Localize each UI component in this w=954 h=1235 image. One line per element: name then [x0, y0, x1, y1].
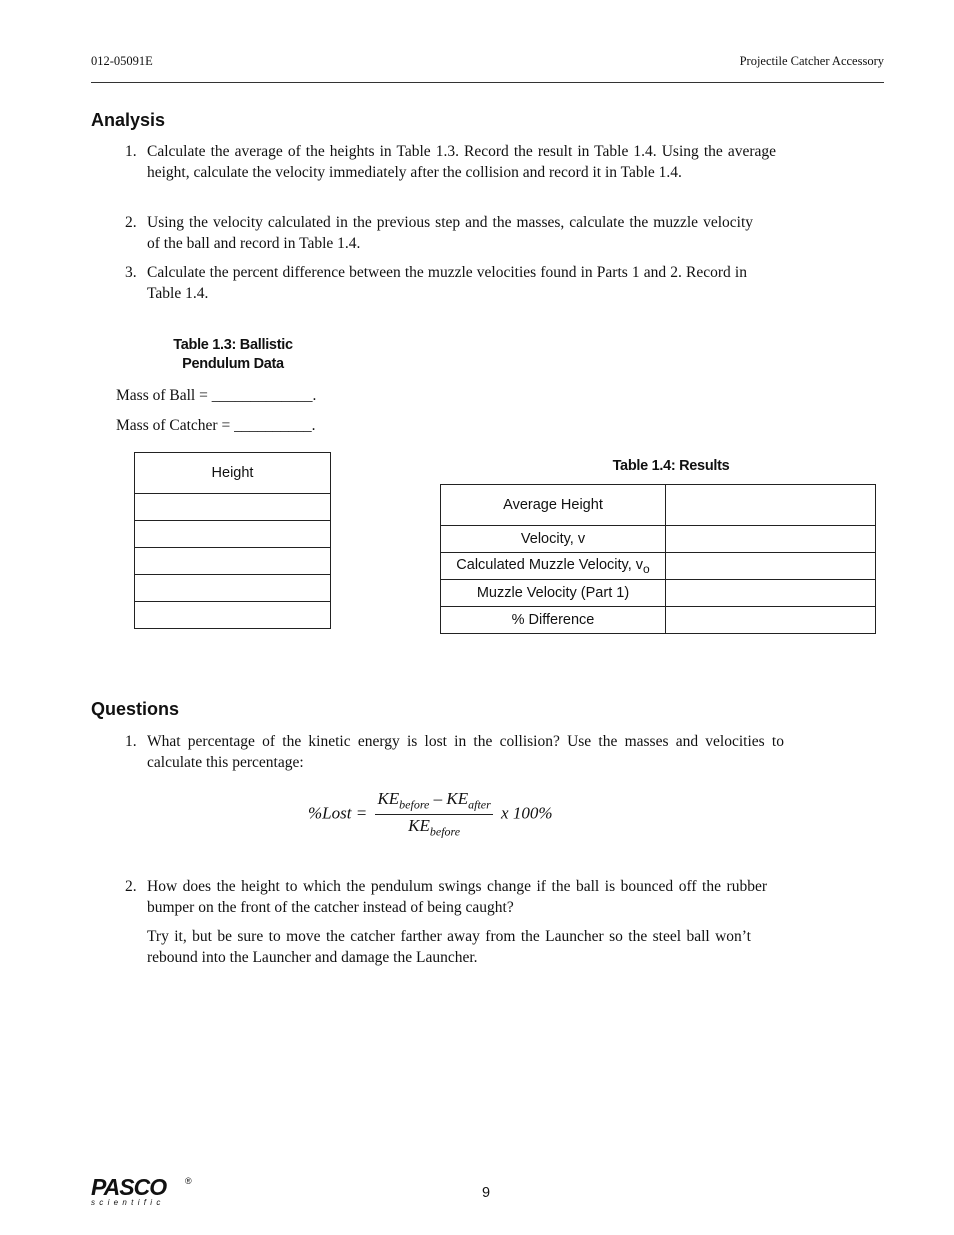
- item-text: What percentage of the kinetic energy is lost in the collision? Use the masses and velocities to calculate this percentage:: [147, 733, 784, 771]
- subscript: before: [429, 824, 461, 839]
- logo-subtitle: scientific: [91, 1198, 165, 1207]
- row-label: Muzzle Velocity (Part 1): [441, 580, 666, 607]
- document-number: 012-05091E: [91, 54, 153, 68]
- analysis-item-3: [125, 263, 747, 304]
- item-number: 2.: [125, 214, 137, 231]
- item-number: 3.: [125, 264, 137, 281]
- analysis-item-1: [125, 142, 776, 183]
- table-cell: [135, 494, 331, 521]
- formula-fraction: [375, 789, 492, 840]
- table-header-height: Height: [135, 453, 331, 494]
- item-text: Calculate the percent difference between the muzzle velocities found in Parts 1 and 2. Record in Table 1.4.: [147, 264, 747, 302]
- row-label: % Difference: [441, 607, 666, 634]
- table-cell: [135, 575, 331, 602]
- row-label: Velocity, v: [441, 526, 666, 553]
- ke-symbol: KE: [446, 789, 469, 808]
- mass-of-ball-field: Mass of Ball = _____________.: [116, 387, 317, 404]
- table-row: [441, 526, 876, 553]
- analysis-heading: Analysis: [91, 110, 166, 130]
- row-value: [666, 485, 876, 526]
- ke-symbol: KE: [377, 789, 400, 808]
- ke-symbol: KE: [408, 816, 430, 836]
- questions-heading: Questions: [91, 699, 180, 719]
- item-number: 1.: [125, 733, 137, 750]
- ballistic-pendulum-table: [134, 452, 331, 629]
- document-title: Projectile Catcher Accessory: [739, 54, 884, 68]
- table-1-4-title: Table 1.4: Results: [612, 458, 730, 474]
- formula-denominator: [375, 815, 492, 839]
- formula-lhs: %Lost =: [308, 803, 368, 823]
- row-label: [441, 553, 666, 580]
- table-row: [441, 553, 876, 580]
- item-number: 2.: [125, 878, 137, 895]
- row-value: [666, 580, 876, 607]
- mass-of-catcher-field: Mass of Catcher = __________.: [116, 417, 316, 434]
- item-number: 1.: [125, 143, 137, 160]
- table-title-line: Pendulum Data: [182, 356, 284, 372]
- table-cell: [135, 521, 331, 548]
- subscript: o: [643, 561, 650, 576]
- row-value: [666, 607, 876, 634]
- minus-sign: –: [429, 789, 447, 808]
- table-cell: [135, 602, 331, 629]
- question-1: [125, 732, 784, 773]
- table-title-line: Table 1.3: Ballistic: [173, 337, 293, 353]
- pasco-logo: [91, 1176, 196, 1208]
- table-row: [441, 607, 876, 634]
- item-text: How does the height to which the pendulum swings change if the ball is bounced off the rubber bumper on the front of the catcher instead of being caught?: [147, 878, 767, 916]
- table-cell: [135, 548, 331, 575]
- analysis-item-2: [125, 213, 753, 254]
- question-2: [125, 877, 767, 918]
- logo-wordmark: PASCO: [91, 1174, 167, 1200]
- question-2-note: Try it, but be sure to move the catcher farther away from the Launcher so the steel ball won’t rebound into the Launcher and damage the Launcher.: [147, 928, 751, 966]
- subscript: after: [468, 797, 491, 812]
- results-table: [440, 484, 876, 634]
- row-label: Average Height: [441, 485, 666, 526]
- row-value: [666, 553, 876, 580]
- registered-mark: ®: [185, 1176, 192, 1186]
- header-rule: [91, 82, 884, 83]
- table-row: [441, 485, 876, 526]
- item-text: Using the velocity calculated in the previous step and the masses, calculate the muzzle velocity of the ball and record in Table 1.4.: [147, 214, 753, 252]
- row-label-text: Calculated Muzzle Velocity, v: [456, 556, 643, 573]
- table-1-3-title: [148, 336, 318, 374]
- subscript: before: [399, 797, 430, 812]
- item-text: Calculate the average of the heights in Table 1.3. Record the result in Table 1.4. Using the average height, calculate the velocity immediately after the collision and record it in Table 1.4.: [147, 143, 776, 181]
- table-row: [441, 580, 876, 607]
- row-value: [666, 526, 876, 553]
- formula-numerator: [375, 789, 492, 815]
- percent-lost-formula: [308, 789, 553, 840]
- formula-rhs: x 100%: [501, 803, 553, 823]
- page-number: 9: [482, 1185, 491, 1201]
